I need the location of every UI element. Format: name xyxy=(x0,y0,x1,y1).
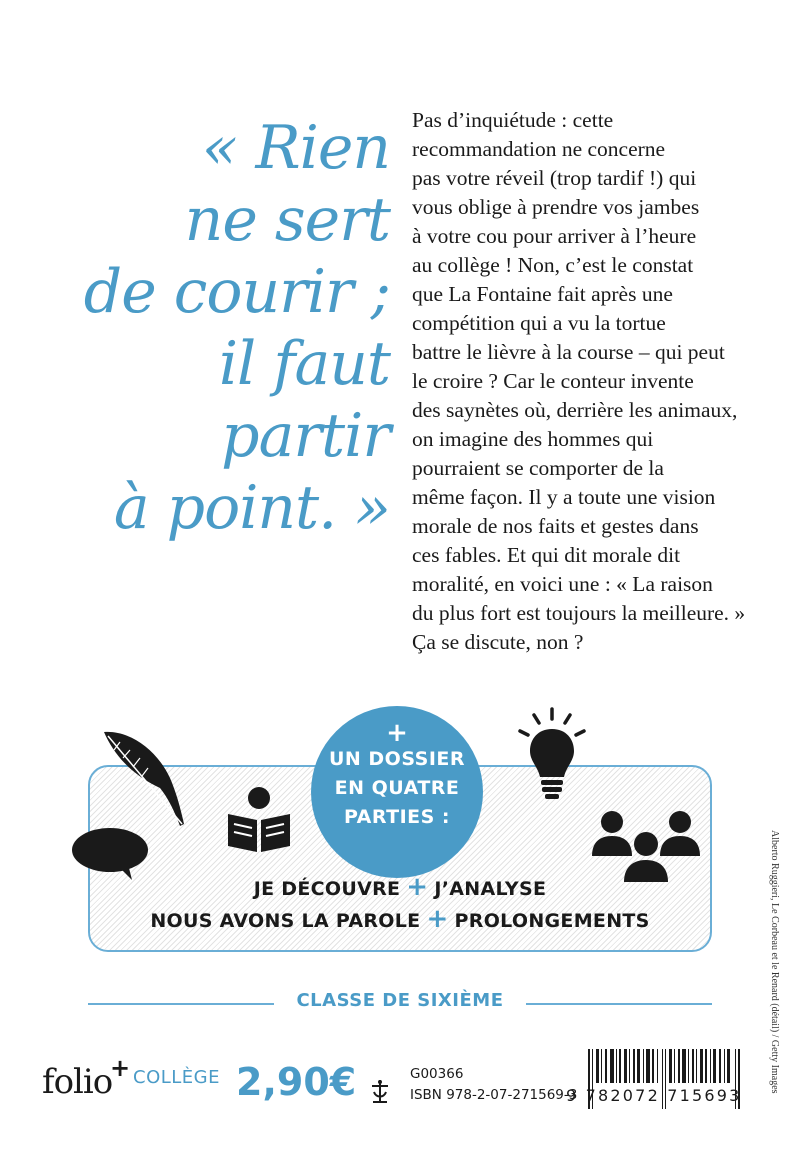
collection-name: COLLÈGE xyxy=(133,1067,220,1088)
quill-icon xyxy=(98,726,194,830)
blurb-line: à votre cou pour arriver à l’heure xyxy=(412,224,697,248)
part-label: PROLONGEMENTS xyxy=(454,910,650,932)
blurb-line: pourraient se comporter de la xyxy=(412,456,664,480)
divider xyxy=(526,1003,712,1005)
barcode-number: 9 782072 715693 xyxy=(566,1086,742,1105)
brand-logo: folio xyxy=(42,1062,113,1102)
price: 2,90€ xyxy=(236,1060,357,1104)
blurb-line: morale de nos faits et gestes dans xyxy=(412,514,699,538)
quote-line: ne sert xyxy=(184,185,390,255)
reader-icon xyxy=(226,786,292,854)
dossier-circle xyxy=(311,706,483,878)
class-level: CLASSE DE SIXIÈME xyxy=(296,990,504,1011)
part-label: J’ANALYSE xyxy=(434,878,547,900)
dossier-parts-row-1 xyxy=(88,872,712,902)
divider xyxy=(88,1003,274,1005)
blurb-line: au collège ! Non, c’est le constat xyxy=(412,253,694,277)
publisher-mark-icon xyxy=(368,1078,392,1104)
blurb-line: le croire ? Car le conteur invente xyxy=(412,369,694,393)
blurb-line: que La Fontaine fait après une xyxy=(412,282,673,306)
blurb-line: battre le lièvre à la course – qui peut xyxy=(412,340,725,364)
plus-icon: + xyxy=(386,718,408,748)
dossier-parts-row-2 xyxy=(88,904,712,934)
product-code: G00366 xyxy=(410,1066,464,1082)
lightbulb-icon xyxy=(512,705,592,805)
blurb-line: vous oblige à prendre vos jambes xyxy=(412,195,700,219)
quote-line: partir xyxy=(221,401,390,471)
quote-line: « Rien xyxy=(201,113,390,183)
quote-line: de courir ; xyxy=(83,257,390,327)
plus-icon: + xyxy=(426,904,449,934)
blurb-line: Ça se discute, non ? xyxy=(412,630,584,654)
blurb-line: Pas d’inquiétude : cette xyxy=(412,108,614,132)
blurb-line: même façon. Il y a toute une vision xyxy=(412,485,716,509)
blurb-line: pas votre réveil (trop tardif !) qui xyxy=(412,166,697,190)
part-label: NOUS AVONS LA PAROLE xyxy=(150,910,421,932)
part-label: JE DÉCOUVRE xyxy=(253,878,401,900)
circle-line: PARTIES : xyxy=(343,806,451,828)
circle-line: UN DOSSIER xyxy=(328,748,466,770)
blurb-line: on imagine des hommes qui xyxy=(412,427,654,451)
blurb-line: recommandation ne concerne xyxy=(412,137,666,161)
plus-icon: + xyxy=(406,872,429,902)
image-credit: Alberto Ruggieri, Le Corbeau et le Renard (détail) / Getty Images xyxy=(769,830,780,1094)
blurb-line: des saynètes où, derrière les animaux, xyxy=(412,398,738,422)
circle-line: EN QUATRE xyxy=(334,777,460,799)
blurb-line: du plus fort est toujours la meilleure. » xyxy=(412,601,746,625)
brand-plus: + xyxy=(110,1054,131,1082)
isbn: ISBN 978-2-07-271569-3 xyxy=(410,1087,578,1103)
quote-line: à point. » xyxy=(113,473,390,543)
blurb-line: moralité, en voici une : « La raison xyxy=(412,572,713,596)
pull-quote xyxy=(60,112,390,544)
blurb-text xyxy=(412,106,782,657)
blurb-line: ces fables. Et qui dit morale dit xyxy=(412,543,681,567)
quote-line: il faut xyxy=(218,329,390,399)
blurb-line: compétition qui a vu la tortue xyxy=(412,311,666,335)
